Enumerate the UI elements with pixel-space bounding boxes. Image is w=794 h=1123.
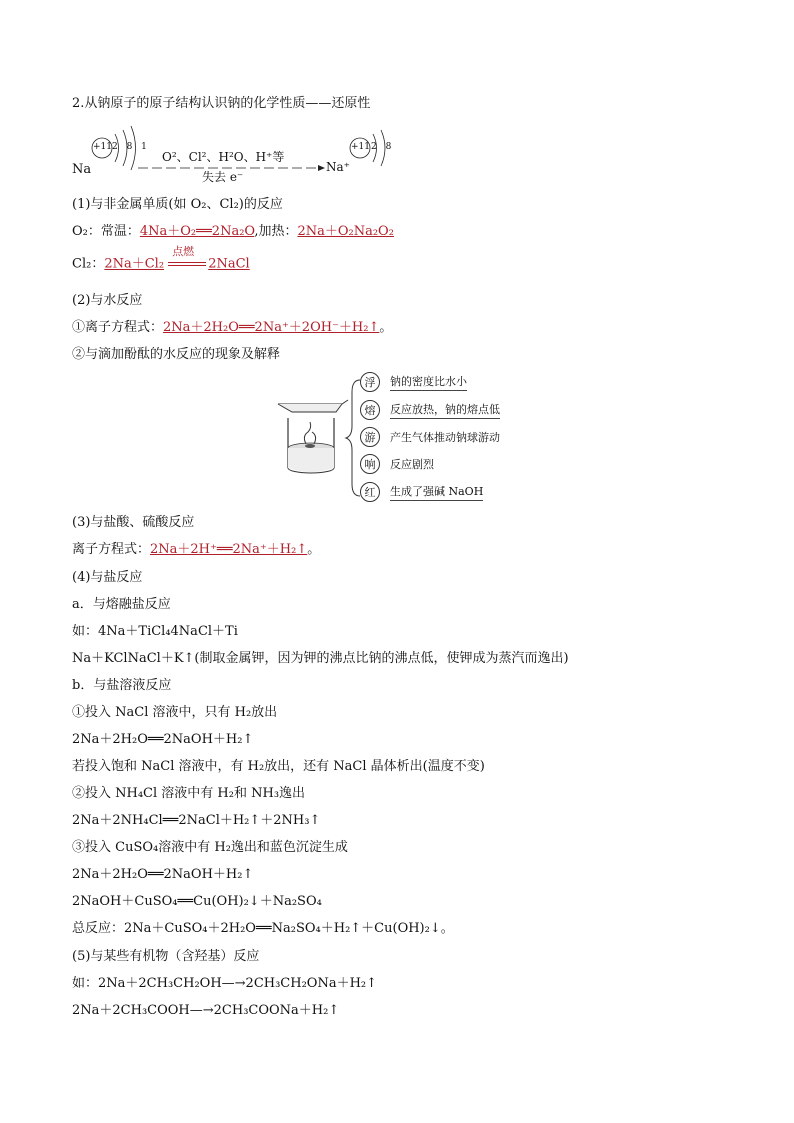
phenomenon-char: 游: [360, 427, 380, 447]
p4-b1: ①投入 NaCl 溶液中，只有 H₂放出: [72, 705, 278, 720]
p1-o2-line: [72, 224, 394, 240]
p4-b2-eq: 2Na＋2NH₄Cl══2NaCl＋H₂↑＋2NH₃↑: [72, 813, 321, 828]
phenolphthalein-heading: ②与滴加酚酞的水反应的现象及解释: [72, 347, 281, 362]
p4-a-heading: a．与熔融盐反应: [72, 597, 171, 612]
beaker-illustration: [272, 398, 352, 478]
p4-b-heading: b．与盐溶液反应: [72, 678, 172, 693]
right-shell-electrons: 2 8: [371, 142, 395, 152]
section-title: 2.从钠原子的原子结构认识钠的化学性质——还原性: [72, 96, 371, 111]
p3-heading: (3)与盐酸、硫酸反应: [72, 515, 195, 530]
beaker-svg: [272, 398, 352, 478]
right-nucleus-charge: +11: [351, 142, 370, 152]
p5-heading: (5)与某些有机物（含羟基）反应: [72, 949, 260, 964]
phenomenon-sound: [360, 454, 434, 474]
o2-room-temp-equation: 4Na＋O₂══2Na₂O: [139, 224, 255, 239]
p4-b3-eq2: 2NaOH＋CuSO₄══Cu(OH)₂↓＋Na₂SO₄: [72, 894, 322, 909]
cl2-eq-right: 2NaCl: [208, 256, 250, 272]
cl2-condition: 点燃: [172, 245, 195, 258]
phenomenon-text: 反应剧烈: [390, 457, 434, 471]
p2-ion-line: [72, 320, 392, 336]
left-nucleus-charge: +11: [93, 142, 112, 152]
na-label: Na: [72, 162, 92, 177]
phenomenon-float: [360, 372, 467, 392]
arrow-label: 失去 e⁻: [202, 170, 244, 184]
phenomenon-text: 反应放热，钠的熔点低: [390, 401, 500, 419]
p4-b1-eq: 2Na＋2H₂O══2NaOH＋H₂↑: [72, 732, 254, 747]
p1-heading: (1)与非金属单质(如 O₂、Cl₂)的反应: [72, 197, 283, 212]
product-label: Na⁺: [326, 160, 350, 174]
p5-eq1: 如：2Na＋2CH₃CH₂OH—→2CH₃CH₂ONa＋H₂↑: [72, 976, 378, 991]
p4-b3-eq1: 2Na＋2H₂O══2NaOH＋H₂↑: [72, 867, 254, 882]
p1-cl2-line: [72, 245, 250, 273]
phenomenon-char: 红: [360, 482, 380, 502]
ion-prefix: 离子方程式：: [72, 542, 151, 557]
p4-b1-note: 若投入饱和 NaCl 溶液中，有 H₂放出，还有 NaCl 晶体析出(温度不变): [72, 759, 485, 774]
phenomenon-char: 熔: [360, 400, 380, 420]
p4-a-line1: 如：4Na＋TiCl₄4NaCl＋Ti: [72, 624, 238, 639]
cl2-condition-arrow: [168, 245, 208, 272]
atom-structure-diagram: [70, 122, 400, 184]
ion-suffix: 。: [379, 320, 393, 335]
p4-b3: ③投入 CuSO₄溶液中有 H₂逸出和蓝色沉淀生成: [72, 840, 348, 855]
p4-heading: (4)与盐反应: [72, 570, 143, 585]
phenomenon-move: [360, 427, 500, 447]
cl2-prefix: Cl₂：: [72, 256, 105, 272]
cl2-eq-left: 2Na＋Cl₂: [104, 256, 165, 272]
p4-b3-total: 总反应：2Na＋CuSO₄＋2H₂O══Na₂SO₄＋H₂↑＋Cu(OH)₂↓。: [72, 921, 454, 936]
acid-ion-equation: 2Na＋2H⁺══2Na⁺＋H₂↑: [150, 542, 308, 557]
phenomenon-melt: [360, 400, 500, 420]
phenomenon-text: 钠的密度比水小: [390, 373, 467, 391]
phenomenon-red: [360, 482, 483, 502]
phenomenon-char: 浮: [360, 372, 380, 392]
p3-ion-line: [72, 542, 320, 558]
p4-a-line2: Na＋KClNaCl＋K↑(制取金属钾，因为钾的沸点比钠的沸点低，使钾成为蒸汽而逸出): [72, 651, 569, 666]
phenomenon-text: 产生气体推动钠球游动: [390, 430, 500, 444]
water-ion-equation: 2Na＋2H₂O══2Na⁺＋2OH⁻＋H₂↑: [163, 320, 380, 335]
phenomena-list: [344, 372, 604, 504]
reactants-label: O²、Cl²、H²O、H⁺等: [162, 150, 285, 164]
ion-suffix: 。: [307, 542, 321, 557]
left-shell-electrons: 2 8 1: [112, 142, 150, 152]
o2-mid: ,加热：: [254, 224, 298, 239]
phenomenon-text: 生成了强碱 NaOH: [390, 483, 483, 501]
ion-prefix: ①离子方程式：: [72, 320, 164, 335]
o2-prefix: O₂：常温：: [72, 224, 140, 239]
p4-b2: ②投入 NH₄Cl 溶液中有 H₂和 NH₃逸出: [72, 786, 306, 801]
p2-heading: (2)与水反应: [72, 293, 143, 308]
o2-heat-equation: 2Na＋O₂Na₂O₂: [297, 224, 394, 239]
phenomenon-char: 响: [360, 454, 380, 474]
p5-eq2: 2Na＋2CH₃COOH—→2CH₃COONa＋H₂↑: [72, 1003, 340, 1018]
